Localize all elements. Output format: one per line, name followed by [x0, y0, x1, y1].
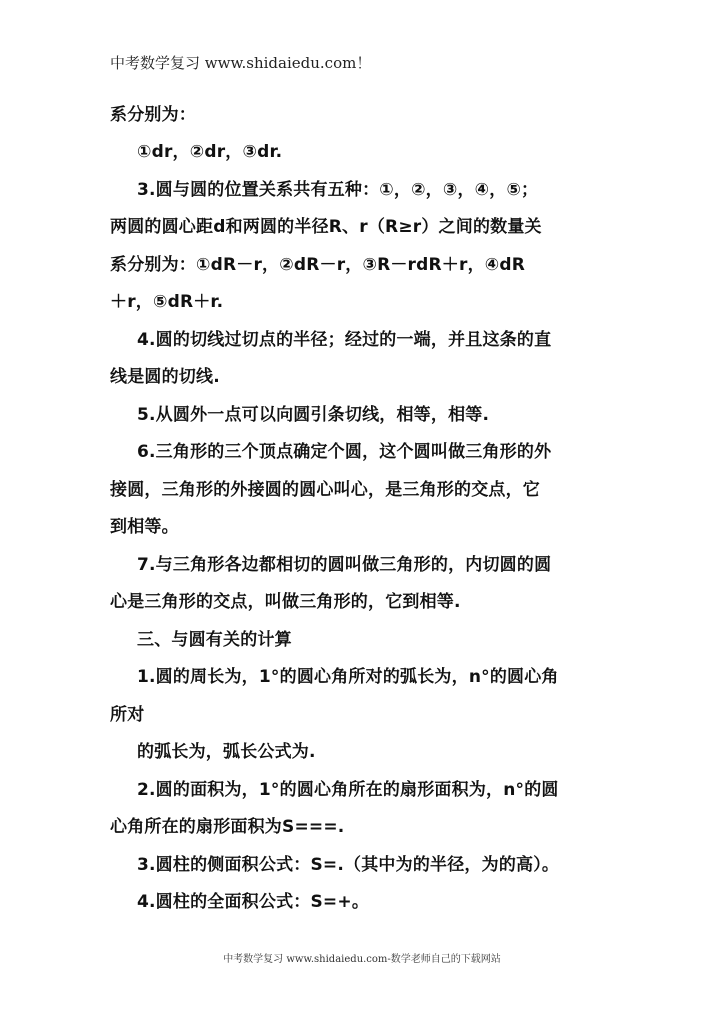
text-line: 到相等。	[110, 517, 179, 537]
text-line: 线是圆的切线.	[110, 367, 220, 387]
text-line: 5.从圆外一点可以向圆引条切线，相等，相等.	[137, 405, 490, 425]
text-line: 4.圆的切线过切点的半径；经过的一端，并且这条的直	[137, 330, 552, 350]
page-footer: 中考数学复习 www.shidaiedu.com-数学老师自己的下载网站	[223, 954, 501, 965]
text-line: 1.圆的周长为，1°的圆心角所对的弧长为，n°的圆心角	[137, 667, 559, 687]
text-line: 4.圆柱的全面积公式：S=+。	[137, 892, 370, 912]
text-line: 心角所在的扇形面积为S===.	[110, 817, 345, 837]
text-line: 3.圆与圆的位置关系共有五种：①，②，③，④，⑤；	[137, 180, 539, 200]
text-line: 6.三角形的三个顶点确定个圆，这个圆叫做三角形的外	[137, 442, 552, 462]
text-line: 所对	[110, 705, 145, 725]
text-line: 系分别为：	[110, 105, 196, 125]
page-header: 中考数学复习 www.shidaiedu.com！	[110, 54, 372, 72]
text-line: 系分别为：①dR－r，②dR－r，③R－rdR＋r，④dR	[110, 255, 526, 275]
text-line: 2.圆的面积为，1°的圆心角所在的扇形面积为，n°的圆	[137, 780, 559, 800]
text-line: ①dr，②dr，③dr.	[137, 142, 283, 162]
text-line: ＋r，⑤dR＋r.	[110, 292, 224, 312]
text-line: 7.与三角形各边都相切的圆叫做三角形的，内切圆的圆	[137, 555, 552, 575]
section-heading: 三、与圆有关的计算	[137, 630, 292, 650]
text-line: 的弧长为，弧长公式为.	[137, 742, 316, 762]
text-line: 3.圆柱的侧面积公式：S=.（其中为的半径，为的高）。	[137, 855, 560, 875]
text-line: 两圆的圆心距d和两圆的半径R、r（R≥r）之间的数量关	[110, 217, 542, 237]
text-line: 心是三角形的交点，叫做三角形的，它到相等.	[110, 592, 461, 612]
text-line: 接圆，三角形的外接圆的圆心叫心，是三角形的交点，它	[110, 480, 540, 500]
